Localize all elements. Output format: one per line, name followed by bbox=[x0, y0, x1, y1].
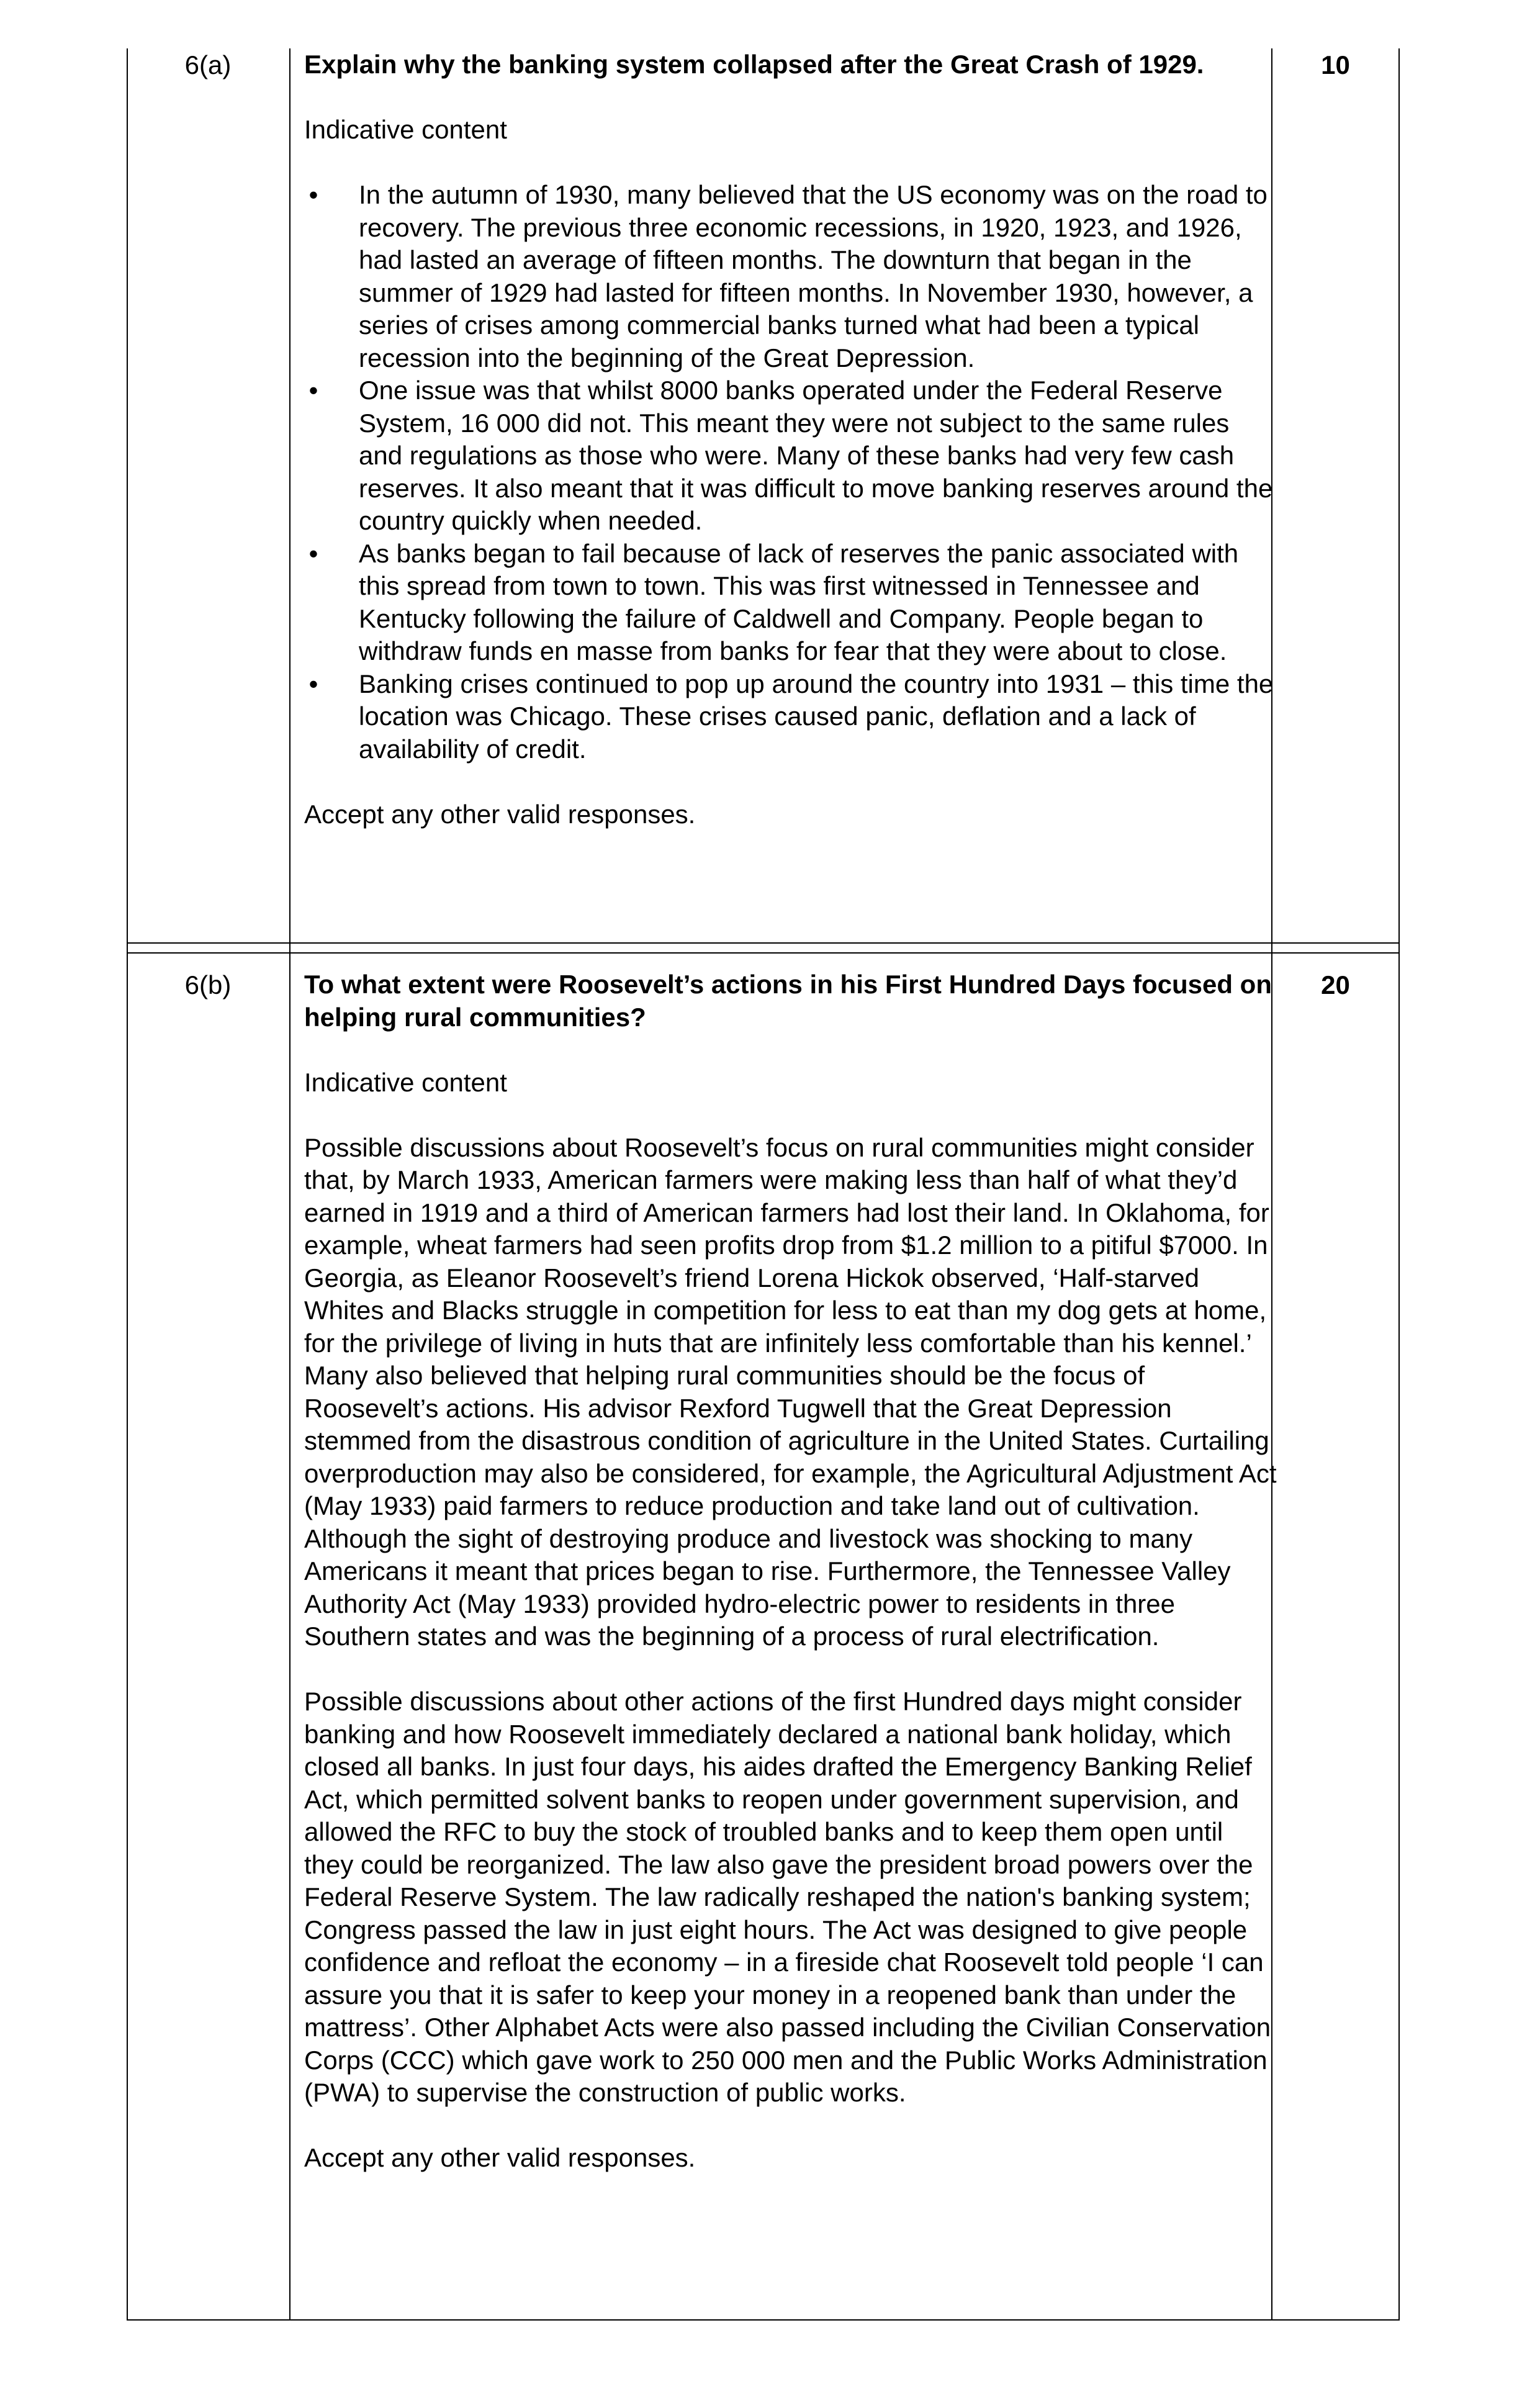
accept-note: Accept any other valid responses. bbox=[304, 2143, 696, 2172]
discussion-paragraph: Possible discussions about other actions of the first Hundred days might consider banking and how Roosevelt immediately declared a national bank holiday, which closed all banks. In just four days, his aides drafted the Emergency Banking Relief Act, which permitted solvent banks to reopen under government supervision, and allowed the RFC to buy the stock of troubled banks and to keep them open until they could be reorganized. The law also gave the president broad powers over the Federal Reserve System. The law radically reshaped the nation's banking system; Congress passed the law in just eight hours. The Act was designed to give people confidence and refloat the economy – in a fireside chat Roosevelt told people ‘I can assure you that it is safer to keep your money in a reopened bank than under the mattress’. Other Alphabet Acts were also passed including the Civilian Conservation Corps (CCC) which gave work to 250 000 men and the Public Works Administration (PWA) to supervise the construction of public works. bbox=[304, 1687, 1271, 2107]
list-item: • In the autumn of 1930, many believed that the US economy was on the road to recovery. The previous three economic recessions, in 1920, 1923, and 1926, had lasted an average of fifteen months. The downturn that began in the summer of 1929 had lasted for fifteen months. In November 1930, however, a series of crises among commercial banks turned what had been a typical recession into the beginning of the Great Depression. bbox=[304, 179, 1279, 374]
row-divider-top bbox=[127, 942, 1400, 944]
list-item: • Banking crises continued to pop up around the country into 1931 – this time the location was Chicago. These crises caused panic, deflation and a lack of availability of credit. bbox=[304, 668, 1279, 766]
table-border-bottom bbox=[127, 2319, 1400, 2321]
accept-note: Accept any other valid responses. bbox=[304, 799, 696, 829]
indicative-content-label: Indicative content bbox=[304, 1067, 507, 1097]
row-divider-bottom bbox=[127, 952, 1400, 954]
question-number: 6(b) bbox=[184, 970, 232, 999]
indicative-points bbox=[304, 179, 1279, 765]
bullet-icon: • bbox=[308, 538, 318, 568]
question-text: Explain why the banking system collapsed after the Great Crash of 1929. bbox=[304, 50, 1204, 79]
marks-value: 20 bbox=[1321, 970, 1350, 999]
table-border-right bbox=[1398, 48, 1400, 2321]
bullet-icon: • bbox=[308, 376, 318, 405]
bullet-icon: • bbox=[308, 180, 318, 209]
marks-value: 10 bbox=[1321, 50, 1350, 79]
list-item: • As banks began to fail because of lack of reserves the panic associated with this spread from town to town. This was first witnessed in Tennessee and Kentucky following the failure of Caldwell and Company. People began to withdraw funds en masse from banks for fear that they were about to close. bbox=[304, 538, 1279, 668]
table-border-left bbox=[127, 48, 128, 2321]
column-divider-1 bbox=[289, 48, 290, 2321]
bullet-icon: • bbox=[308, 669, 318, 698]
mark-scheme-table bbox=[127, 48, 1400, 2321]
discussion-paragraph: Possible discussions about Roosevelt’s focus on rural communities might consider that, by March 1933, American farmers were making less than half of what they’d earned in 1919 and a third of American farmers had lost their land. In Oklahoma, for example, wheat farmers had seen profits drop from $1.2 million to a pitiful $7000. In Georgia, as Eleanor Roosevelt’s friend Lorena Hickok observed, ‘Half-starved Whites and Blacks struggle in competition for less to eat than my dog gets at home, for the privilege of living in huts that are infinitely less comfortable than his kennel.’ Many also believed that helping rural communities should be the focus of Roosevelt’s actions. His advisor Rexford Tugwell that the Great Depression stemmed from the disastrous condition of agriculture in the United States. Curtailing overproduction may also be considered, for example, the Agricultural Adjustment Act (May 1933) paid farmers to reduce production and take land out of cultivation. Although the sight of destroying produce and livestock was shocking to many Americans it meant that prices began to rise. Furthermore, the Tennessee Valley Authority Act (May 1933) provided hydro-electric power to residents in three Southern states and was the beginning of a process of rural electrification. bbox=[304, 1132, 1277, 1651]
answer-guidance bbox=[304, 48, 1279, 831]
indicative-content-label: Indicative content bbox=[304, 115, 507, 144]
question-number: 6(a) bbox=[184, 50, 232, 79]
answer-guidance bbox=[304, 968, 1279, 2175]
question-text: To what extent were Roosevelt’s actions in his First Hundred Days focused on helping rural communities? bbox=[304, 970, 1272, 1032]
list-item: • One issue was that whilst 8000 banks operated under the Federal Reserve System, 16 000 did not. This meant they were not subject to the same rules and regulations as those who were. Many of these banks had very few cash reserves. It also meant that it was difficult to move banking reserves around the country quickly when needed. bbox=[304, 374, 1279, 538]
